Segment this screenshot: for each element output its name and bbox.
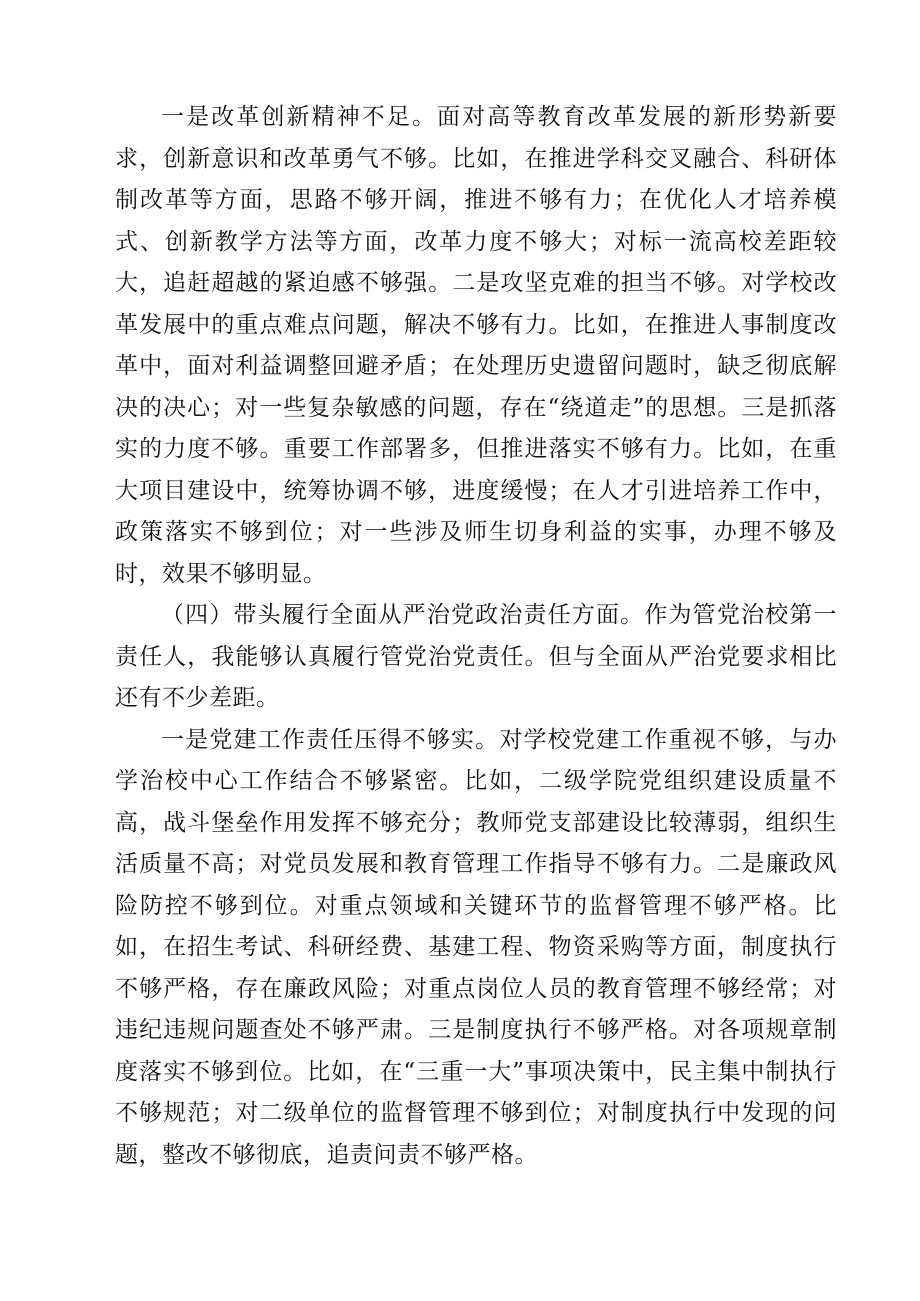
paragraph-party-building: 一是党建工作责任压得不够实。对学校党建工作重视不够，与办学治校中心工作结合不够紧密。比如，二级学院党组织建设质量不高，战斗堡垒作用发挥不够充分；教师党支部建设比较薄弱，组织生活质量不高；对党员发展和教育管理工作指导不够有力。二是廉政风险防控不够到位。对重点领域和关键环节的监督管理不够严格。比如，在招生考试、科研经费、基建工程、物资采购等方面，制度执行不够严格，存在廉政风险；对重点岗位人员的教育管理不够经常；对违纪违规问题查处不够严肃。三是制度执行不够严格。对各项规章制度落实不够到位。比如，在“三重一大”事项决策中，民主集中制执行不够规范；对二级单位的监督管理不够到位；对制度执行中发现的问题，整改不够彻底，追责问责不够严格。 (115, 726, 837, 1168)
document-page (115, 97, 837, 1176)
paragraph-reform-innovation: 一是改革创新精神不足。面对高等教育改革发展的新形势新要求，创新意识和改革勇气不够。比如，在推进学科交叉融合、科研体制改革等方面，思路不够开阔，推进不够有力；在优化人才培养模式、创新教学方法等方面，改革力度不够大；对标一流高校差距较大，追赶超越的紧迫感不够强。二是攻坚克难的担当不够。对学校改革发展中的重点难点问题，解决不够有力。比如，在推进人事制度改革中，面对利益调整回避矛盾；在处理历史遗留问题时，缺乏彻底解决的决心；对一些复杂敏感的问题，存在“绕道走”的思想。三是抓落实的力度不够。重要工作部署多，但推进落实不够有力。比如，在重大项目建设中，统筹协调不够，进度缓慢；在人才引进培养工作中，政策落实不够到位；对一些涉及师生切身利益的实事，办理不够及时，效果不够明显。 (115, 104, 837, 587)
paragraph-party-governance-heading: （四）带头履行全面从严治党政治责任方面。作为管党治校第一责任人，我能够认真履行管党治党责任。但与全面从严治党要求相比还有不少差距。 (115, 602, 837, 711)
